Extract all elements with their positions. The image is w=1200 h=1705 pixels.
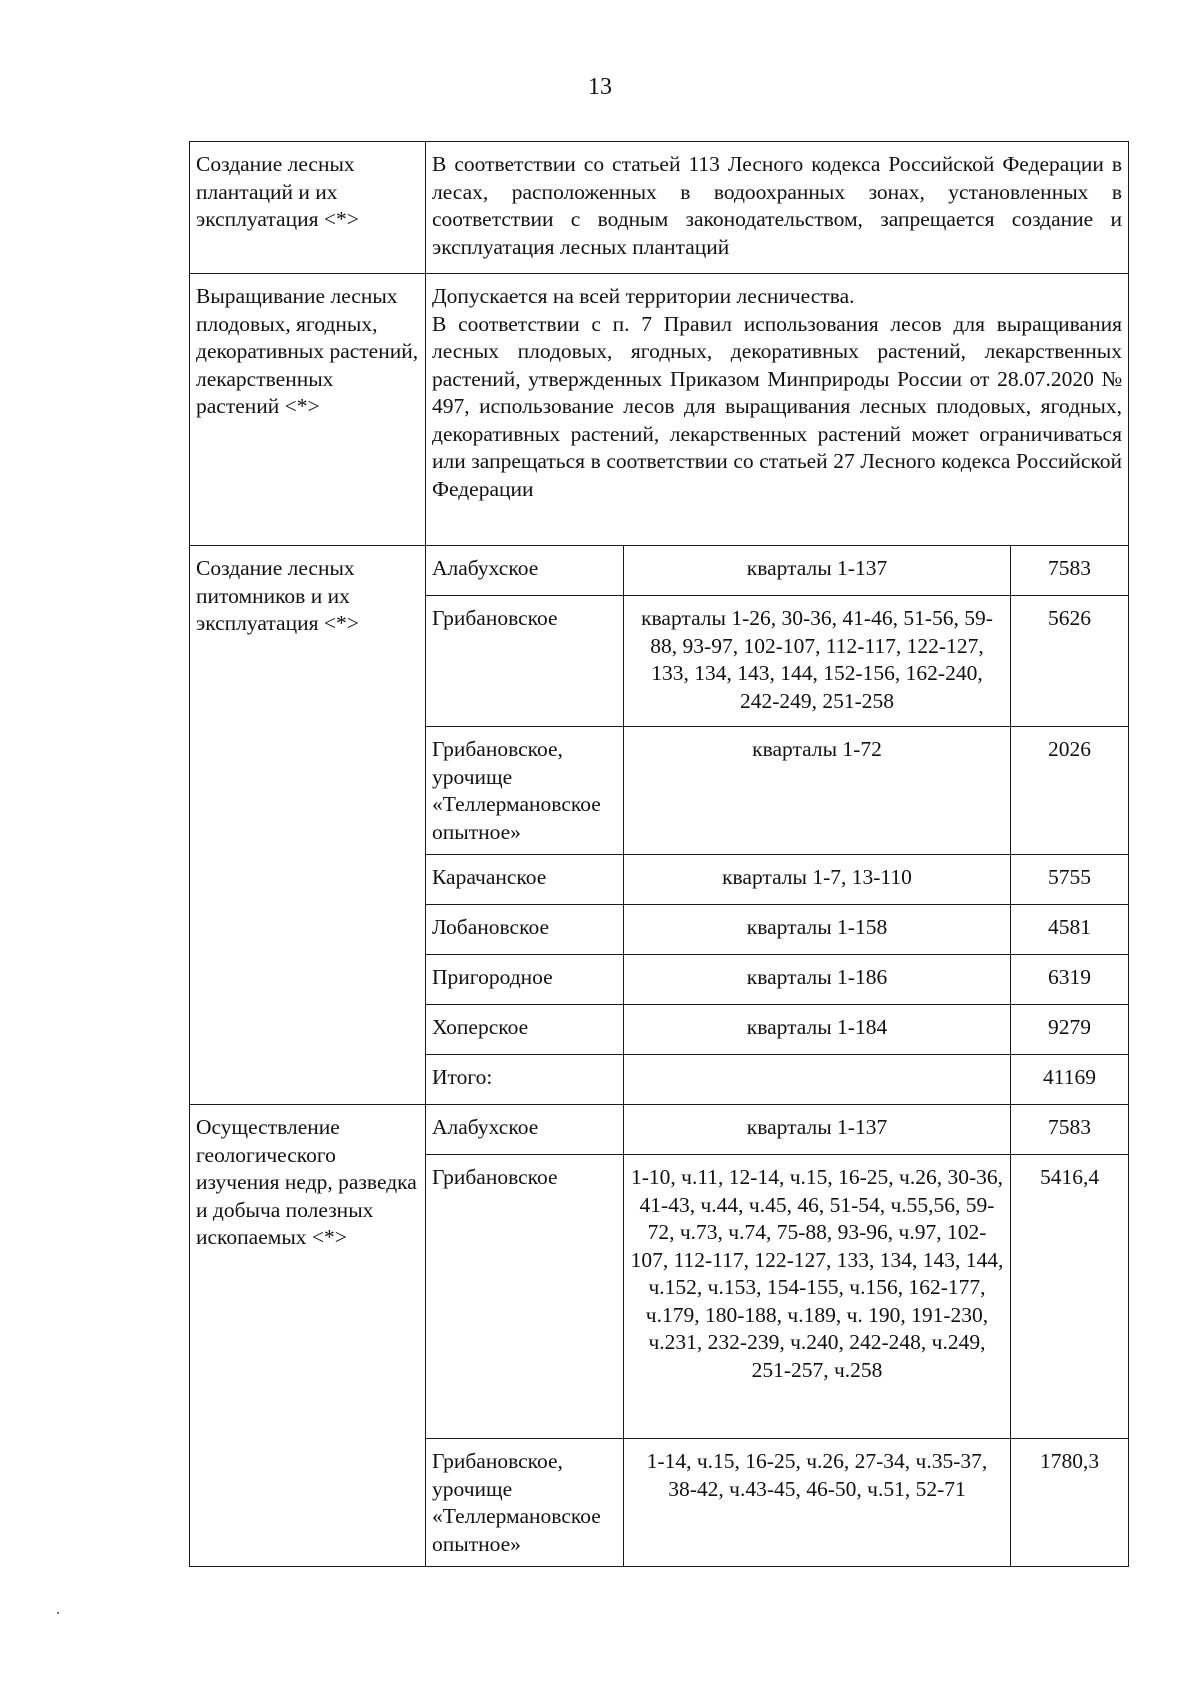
area-cell: 2026: [1011, 727, 1129, 855]
quarters-cell: кварталы 1-137: [624, 546, 1011, 596]
forestry-name: Алабухское: [426, 546, 624, 596]
area-cell: 5626: [1011, 596, 1129, 727]
area-cell: 5416,4: [1011, 1155, 1129, 1439]
table-row: [190, 546, 1129, 596]
table-row: [190, 1105, 1129, 1155]
cultivation-text-line1: Допускается на всей территории лесничества.: [432, 284, 855, 308]
activity-cultivation: Выращивание лесных плодовых, ягодных, декоративных растений, лекарственных растений <*>: [190, 274, 426, 546]
forestry-name: Грибановское: [426, 1155, 624, 1439]
activity-geology: Осуществление геологического изучения недр, разведка и добыча полезных ископаемых <*>: [190, 1105, 426, 1567]
quarters-cell: кварталы 1-186: [624, 955, 1011, 1005]
plantations-text: [426, 142, 1129, 274]
area-cell: 4581: [1011, 905, 1129, 955]
forestry-name: Хоперское: [426, 1005, 624, 1055]
activity-nurseries: Создание лесных питомников и их эксплуатация <*>: [190, 546, 426, 1105]
scan-speck: [57, 1612, 59, 1614]
forestry-name: Карачанское: [426, 855, 624, 905]
forestry-name: Грибановское, урочище «Теллермановское опытное»: [426, 727, 624, 855]
area-cell: 9279: [1011, 1005, 1129, 1055]
page-number: 13: [588, 74, 612, 100]
area-cell: 5755: [1011, 855, 1129, 905]
area-cell: 1780,3: [1011, 1439, 1129, 1567]
forestry-name: Лобановское: [426, 905, 624, 955]
forest-use-table: [189, 141, 1129, 1567]
cultivation-text: [426, 274, 1129, 546]
total-label: Итого:: [426, 1055, 624, 1105]
table-row-cultivation: [190, 274, 1129, 546]
area-cell: 7583: [1011, 546, 1129, 596]
area-cell: 7583: [1011, 1105, 1129, 1155]
cultivation-text-line2: В соответствии с п. 7 Правил использования лесов для выращивания лесных плодовых, ягодных, декоративных растений, лекарственных растений, утвержденных Приказом Минприроды России от 28.07.2020 № 497, использование лесов для выращивания лесных плодовых, ягодных, декоративных растений, лекарственных растений может ограничиваться или запрещаться в соответствии со статьей 27 Лесного кодекса Российской Федерации: [432, 311, 1122, 501]
area-cell: 6319: [1011, 955, 1129, 1005]
forestry-name: Пригородное: [426, 955, 624, 1005]
table-row-plantations: [190, 142, 1129, 274]
quarters-cell: кварталы 1-137: [624, 1105, 1011, 1155]
forestry-name: Грибановское, урочище «Теллермановское опытное»: [426, 1439, 624, 1567]
quarters-cell: кварталы 1-26, 30-36, 41-46, 51-56, 59-88, 93-97, 102-107, 112-117, 122-127, 133, 134, 143, 144, 152-156, 162-240, 242-249, 251-258: [624, 596, 1011, 727]
plantations-text-body: В соответствии со статьей 113 Лесного кодекса Российской Федерации в лесах, расположенных в водоохранных зонах, установленных в соответствии с водным законодательством, запрещается создание и эксплуатация лесных плантаций: [432, 152, 1122, 259]
quarters-cell: кварталы 1-184: [624, 1005, 1011, 1055]
quarters-cell: кварталы 1-158: [624, 905, 1011, 955]
quarters-cell: 1-14, ч.15, 16-25, ч.26, 27-34, ч.35-37, 38-42, ч.43-45, 46-50, ч.51, 52-71: [624, 1439, 1011, 1567]
forestry-name: Грибановское: [426, 596, 624, 727]
quarters-cell: кварталы 1-7, 13-110: [624, 855, 1011, 905]
forestry-name: Алабухское: [426, 1105, 624, 1155]
quarters-cell: кварталы 1-72: [624, 727, 1011, 855]
total-area: 41169: [1011, 1055, 1129, 1105]
total-quarters-empty: [624, 1055, 1011, 1105]
activity-plantations: Создание лесных плантаций и их эксплуатация <*>: [190, 142, 426, 274]
quarters-cell: 1-10, ч.11, 12-14, ч.15, 16-25, ч.26, 30-36, 41-43, ч.44, ч.45, 46, 51-54, ч.55,56, 59-72, ч.73, ч.74, 75-88, 93-96, ч.97, 102-107, 112-117, 122-127, 133, 134, 143, 144, ч.152, ч.153, 154-155, ч.156, 162-177, ч.179, 180-188, ч.189, ч. 190, 191-230, ч.231, 232-239, ч.240, 242-248, ч.249, 251-257, ч.258: [624, 1155, 1011, 1439]
